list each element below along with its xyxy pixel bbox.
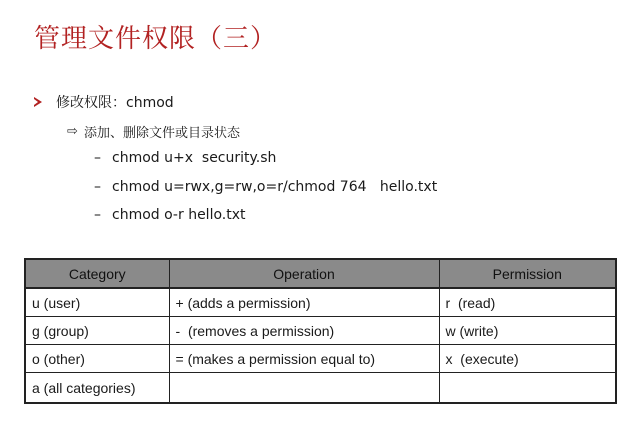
table-header-row [25,259,616,288]
sub-bullet-add-remove [66,122,240,141]
cell-permission [439,373,616,404]
command-text: chmod u=rwx,g=rw,o=r/chmod 764 hello.txt [112,179,438,195]
table-row [25,345,616,373]
sub-bullet-text: 添加、删除文件或目录状态 [84,126,241,141]
cell-category: o (other) [25,345,169,373]
cell-category: a (all categories) [25,373,169,404]
table-row [25,317,616,345]
hollow-arrow-icon: ⇨ [67,124,78,139]
cell-operation [169,373,439,404]
cell-category: g (group) [25,317,169,345]
arrow-bullet-icon [34,97,42,107]
bullet-chmod [34,92,174,112]
command-item [94,150,276,166]
cell-permission: x (execute) [439,345,616,373]
table-row [25,288,616,317]
command-item [94,207,246,223]
cell-operation: + (adds a permission) [169,288,439,317]
header-category: Category [25,259,169,288]
cell-category: u (user) [25,288,169,317]
command-item [94,179,437,195]
permission-table [24,258,617,404]
header-permission: Permission [439,259,616,288]
dash-bullet: – [94,179,101,195]
command-text: chmod u+x security.sh [112,150,277,166]
page-title: 管理文件权限（三） [34,24,278,54]
cell-operation: - (removes a permission) [169,317,439,345]
command-text: chmod o-r hello.txt [112,207,246,223]
cell-operation: = (makes a permission equal to) [169,345,439,373]
dash-bullet: – [94,150,101,166]
table-row [25,373,616,404]
dash-bullet: – [94,207,101,223]
bullet-chmod-text: 修改权限：chmod [56,95,174,111]
header-operation: Operation [169,259,439,288]
cell-permission: w (write) [439,317,616,345]
cell-permission: r (read) [439,288,616,317]
